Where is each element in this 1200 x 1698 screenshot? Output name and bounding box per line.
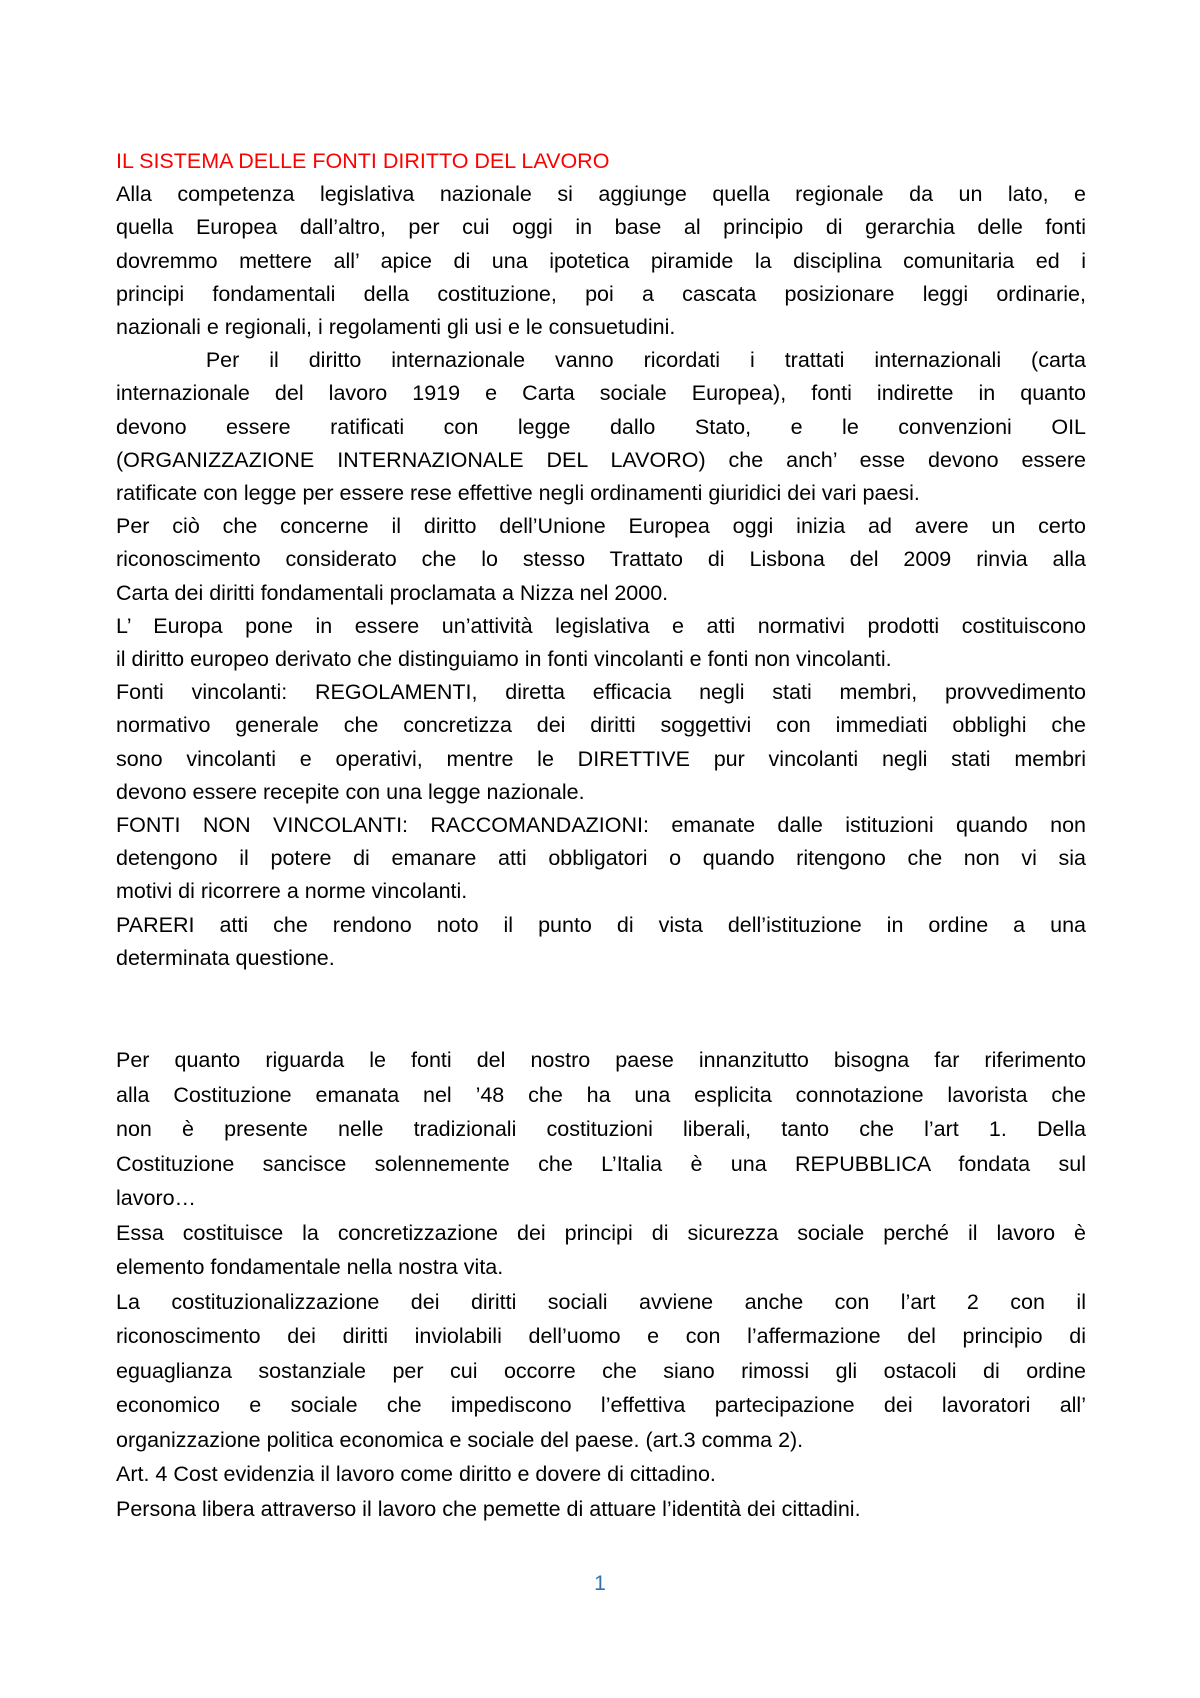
text-line: elemento fondamentale nella nostra vita. xyxy=(116,1255,504,1279)
text-line: non è presente nelle tradizionali costituzioni liberali, tanto che l’art 1. Della xyxy=(116,1117,1086,1141)
text-line: Essa costituisce la concretizzazione dei principi di sicurezza sociale perché il lavoro è xyxy=(116,1220,1086,1245)
text-line: Fonti vincolanti: REGOLAMENTI, diretta efficacia negli stati membri, provvedimento xyxy=(116,680,1086,705)
text-line: internazionale del lavoro 1919 e Carta sociale Europea), fonti indirette in quanto xyxy=(116,381,1086,406)
text-line: dovremmo mettere all’ apice di una ipotetica piramide la disciplina comunitaria ed i xyxy=(116,248,1086,273)
text-line: organizzazione politica economica e sociale del paese. (art.3 comma 2). xyxy=(116,1427,804,1452)
text-line: Costituzione sancisce solennemente che L’Italia è una REPUBBLICA fondata sul xyxy=(116,1151,1086,1176)
text-line: PARERI atti che rendono noto il punto di vista dell’istituzione in ordine a una xyxy=(116,912,1086,937)
text-line: devono essere ratificati con legge dallo Stato, e le convenzioni OIL xyxy=(116,414,1086,439)
text-line: il diritto europeo derivato che distinguiamo in fonti vincolanti e fonti non vincolanti. xyxy=(116,647,892,672)
text-line: lavoro… xyxy=(116,1186,197,1210)
text-line: Per ciò che concerne il diritto dell’Unione Europea oggi inizia ad avere un certo xyxy=(116,514,1086,539)
text-line: Persona libera attraverso il lavoro che pemette di attuare l’identità dei cittadini. xyxy=(116,1496,861,1521)
text-line: riconoscimento considerato che lo stesso Trattato di Lisbona del 2009 rinvia alla xyxy=(116,547,1086,572)
text-line: FONTI NON VINCOLANTI: RACCOMANDAZIONI: emanate dalle istituzioni quando non xyxy=(116,813,1086,838)
text-line: Alla competenza legislativa nazionale si aggiunge quella regionale da un lato, e xyxy=(116,182,1086,207)
text-line: motivi di ricorrere a norme vincolanti. xyxy=(116,879,468,904)
document-title: IL SISTEMA DELLE FONTI DIRITTO DEL LAVORO xyxy=(116,149,610,173)
text-line: eguaglianza sostanziale per cui occorre che siano rimossi gli ostacoli di ordine xyxy=(116,1358,1086,1383)
text-line: L’ Europa pone in essere un’attività legislativa e atti normativi prodotti costituiscono xyxy=(116,613,1086,638)
text-line: Art. 4 Cost evidenzia il lavoro come diritto e dovere di cittadino. xyxy=(116,1462,716,1486)
text-line: ratificate con legge per essere rese effettive negli ordinamenti giuridici dei vari paesi. xyxy=(116,481,920,506)
text-line: economico e sociale che impediscono l’effettiva partecipazione dei lavoratori all’ xyxy=(116,1393,1086,1417)
text-line: alla Costituzione emanata nel ’48 che ha una esplicita connotazione lavorista che xyxy=(116,1082,1086,1107)
text-line: devono essere recepite con una legge nazionale. xyxy=(116,779,585,804)
text-line: normativo generale che concretizza dei diritti soggettivi con immediati obblighi che xyxy=(116,713,1086,738)
text-line: quella Europea dall’altro, per cui oggi in base al principio di gerarchia delle fonti xyxy=(116,215,1086,240)
text-line: determinata questione. xyxy=(116,945,335,970)
text-line: Per quanto riguarda le fonti del nostro paese innanzitutto bisogna far riferimento xyxy=(116,1048,1086,1072)
text-line: (ORGANIZZAZIONE INTERNAZIONALE DEL LAVORO) che anch’ esse devono essere xyxy=(116,447,1086,472)
text-line: principi fondamentali della costituzione, poi a cascata posizionare leggi ordinarie, xyxy=(116,281,1086,306)
page-number: 1 xyxy=(594,1572,606,1595)
text-line: detengono il potere di emanare atti obbligatori o quando ritengono che non vi sia xyxy=(116,846,1086,871)
text-line: riconoscimento dei diritti inviolabili dell’uomo e con l’affermazione del principio di xyxy=(116,1324,1086,1348)
text-line: Per il diritto internazionale vanno ricordati i trattati internazionali (carta xyxy=(116,348,1086,373)
document-body-part-2 xyxy=(116,1043,1086,1526)
text-line: La costituzionalizzazione dei diritti sociali avviene anche con l’art 2 con il xyxy=(116,1289,1086,1314)
document-body-part-1 xyxy=(116,145,1086,975)
text-line: nazionali e regionali, i regolamenti gli usi e le consuetudini. xyxy=(116,315,676,340)
text-line: Carta dei diritti fondamentali proclamata a Nizza nel 2000. xyxy=(116,580,669,605)
text-line: sono vincolanti e operativi, mentre le DIRETTIVE pur vincolanti negli stati membri xyxy=(116,746,1086,771)
